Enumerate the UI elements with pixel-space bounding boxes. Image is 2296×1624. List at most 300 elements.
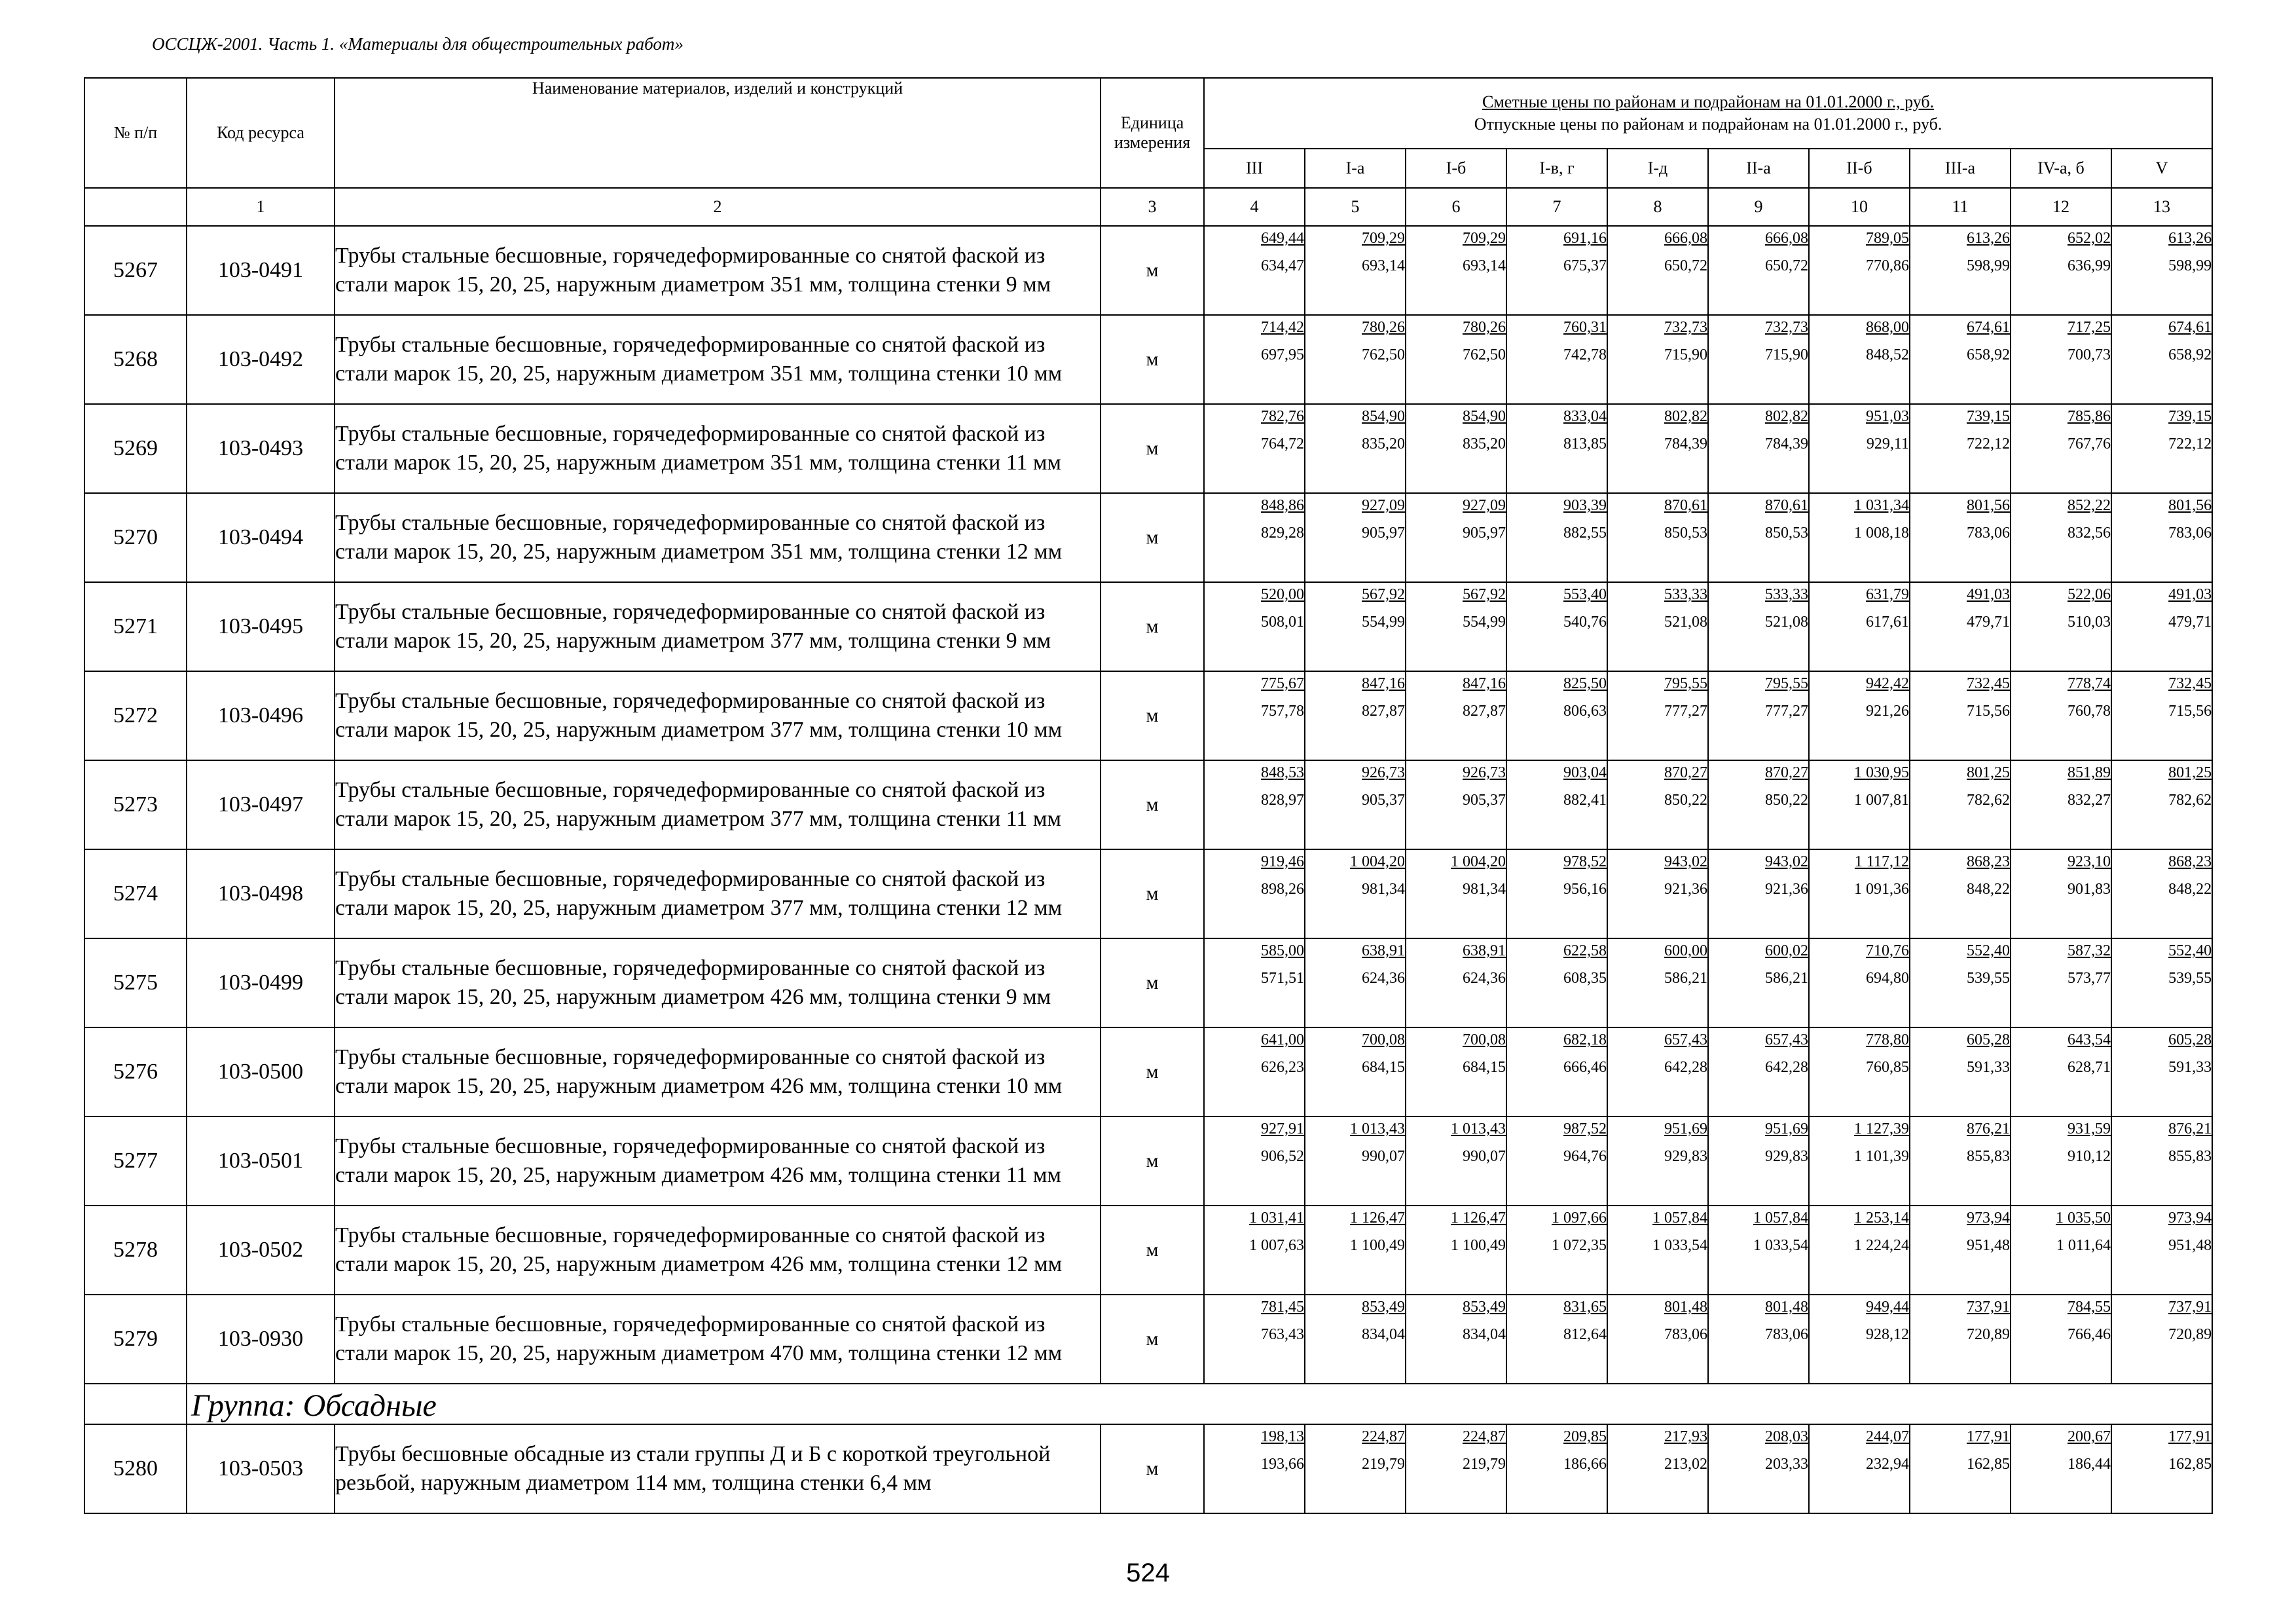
estimate-price: 491,03 — [1967, 586, 2010, 603]
release-price: 694,80 — [1866, 970, 1909, 987]
price-cell — [1305, 938, 1406, 1027]
price-cell — [2011, 226, 2111, 315]
unit: м — [1101, 671, 1204, 760]
release-price: 1 100,49 — [1350, 1237, 1405, 1254]
release-price: 855,83 — [1967, 1148, 2010, 1165]
estimate-price: 1 013,43 — [1451, 1120, 1506, 1137]
col-header-name: Наименование материалов, изделий и конструкций — [335, 78, 1101, 188]
estimate-price: 739,15 — [2168, 408, 2212, 425]
price-cell — [2011, 404, 2111, 493]
release-price: 762,50 — [1463, 346, 1506, 363]
resource-code: 103-0493 — [187, 404, 335, 493]
estimate-price: 605,28 — [2168, 1031, 2212, 1048]
price-cell — [1406, 1116, 1506, 1206]
estimate-price: 785,86 — [2068, 408, 2111, 425]
price-cell — [1305, 849, 1406, 938]
release-price: 666,46 — [1563, 1059, 1607, 1076]
table-row — [84, 404, 2212, 493]
estimate-price: 691,16 — [1563, 230, 1607, 247]
estimate-price: 923,10 — [2068, 853, 2111, 870]
estimate-price: 641,00 — [1261, 1031, 1304, 1048]
unit: м — [1101, 1116, 1204, 1206]
estimate-price: 737,91 — [2168, 1299, 2212, 1316]
table-row — [84, 938, 2212, 1027]
release-price: 539,55 — [2168, 970, 2212, 987]
region-header: III-а — [1910, 149, 2011, 188]
material-name: Трубы стальные бесшовные, горячедеформированные со снятой фаской из стали марок 15, 20, 25, наружным диаметром 377 мм, толщина стенки 10 мм — [335, 671, 1101, 760]
estimate-price: 1 031,41 — [1249, 1209, 1304, 1227]
release-price: 720,89 — [1967, 1326, 2010, 1343]
column-index: 4 — [1204, 188, 1305, 226]
price-cell — [2111, 1116, 2212, 1206]
resource-code: 103-0491 — [187, 226, 335, 315]
estimate-price: 224,87 — [1463, 1428, 1506, 1445]
release-price: 1 033,54 — [1753, 1237, 1808, 1254]
unit: м — [1101, 1424, 1204, 1513]
row-number: 5268 — [84, 315, 187, 404]
material-name: Трубы стальные бесшовные, горячедеформированные со снятой фаской из стали марок 15, 20, 25, наружным диаметром 351 мм, толщина стенки 10 мм — [335, 315, 1101, 404]
estimate-price: 949,44 — [1866, 1299, 1909, 1316]
price-cell — [1809, 938, 1910, 1027]
price-cell — [2111, 226, 2212, 315]
price-cell — [1910, 1027, 2011, 1116]
price-cell — [1809, 671, 1910, 760]
resource-code: 103-0502 — [187, 1206, 335, 1295]
release-price: 186,44 — [2068, 1456, 2111, 1473]
price-cell — [2111, 760, 2212, 849]
row-number: 5276 — [84, 1027, 187, 1116]
price-cell — [1708, 493, 1809, 582]
release-price: 634,47 — [1261, 257, 1304, 274]
release-price: 539,55 — [1967, 970, 2010, 987]
unit: м — [1101, 404, 1204, 493]
release-price: 554,99 — [1362, 614, 1405, 631]
release-price: 624,36 — [1362, 970, 1405, 987]
price-cell — [1910, 1206, 2011, 1295]
price-cell — [1204, 1295, 1305, 1384]
price-table — [84, 77, 2213, 1514]
material-name: Трубы бесшовные обсадные из стали группы Д и Б с короткой треугольной резьбой, наружным диаметром 114 мм, толщина стенки 6,4 мм — [335, 1424, 1101, 1513]
estimate-price: 926,73 — [1463, 764, 1506, 781]
release-price: 827,87 — [1463, 703, 1506, 720]
unit: м — [1101, 582, 1204, 671]
price-cell — [1910, 1295, 2011, 1384]
row-number: 5272 — [84, 671, 187, 760]
release-price: 219,79 — [1463, 1456, 1506, 1473]
estimate-price: 717,25 — [2068, 319, 2111, 336]
release-price: 1 033,54 — [1652, 1237, 1707, 1254]
release-price: 921,36 — [1664, 881, 1707, 898]
price-cell — [1809, 760, 1910, 849]
release-price: 693,14 — [1463, 257, 1506, 274]
estimate-price: 520,00 — [1261, 586, 1304, 603]
release-price: 1 091,36 — [1854, 881, 1909, 898]
material-name: Трубы стальные бесшовные, горячедеформированные со снятой фаской из стали марок 15, 20, 25, наружным диаметром 426 мм, толщина стенки 12 мм — [335, 1206, 1101, 1295]
estimate-price: 778,74 — [2068, 675, 2111, 692]
estimate-price: 781,45 — [1261, 1299, 1304, 1316]
estimate-price: 847,16 — [1463, 675, 1506, 692]
release-price: 720,89 — [2168, 1326, 2212, 1343]
estimate-price: 801,25 — [2168, 764, 2212, 781]
estimate-price: 244,07 — [1866, 1428, 1909, 1445]
material-name: Трубы стальные бесшовные, горячедеформированные со снятой фаской из стали марок 15, 20, 25, наружным диаметром 377 мм, толщина стенки 11 мм — [335, 760, 1101, 849]
estimate-price: 931,59 — [2068, 1120, 2111, 1137]
release-price: 591,33 — [1967, 1059, 2010, 1076]
release-price: 834,04 — [1362, 1326, 1405, 1343]
price-cell — [1305, 760, 1406, 849]
resource-code: 103-0501 — [187, 1116, 335, 1206]
estimate-price: 926,73 — [1362, 764, 1405, 781]
estimate-price: 666,08 — [1765, 230, 1808, 247]
price-cell — [1204, 493, 1305, 582]
release-price: 951,48 — [1967, 1237, 2010, 1254]
price-cell — [1204, 404, 1305, 493]
price-cell — [1305, 404, 1406, 493]
release-price: 1 007,81 — [1854, 792, 1909, 809]
release-price: 905,97 — [1362, 525, 1405, 542]
price-cell — [1406, 938, 1506, 1027]
resource-code: 103-0497 — [187, 760, 335, 849]
estimate-price: 657,43 — [1664, 1031, 1707, 1048]
estimate-price: 870,27 — [1664, 764, 1707, 781]
column-index: 8 — [1607, 188, 1708, 226]
release-price: 700,73 — [2068, 346, 2111, 363]
release-price: 1 100,49 — [1451, 1237, 1506, 1254]
release-price: 598,99 — [1967, 257, 2010, 274]
material-name: Трубы стальные бесшовные, горячедеформированные со снятой фаской из стали марок 15, 20, 25, наружным диаметром 470 мм, толщина стенки 12 мм — [335, 1295, 1101, 1384]
estimate-price: 198,13 — [1261, 1428, 1304, 1445]
estimate-price: 853,49 — [1362, 1299, 1405, 1316]
release-price: 608,35 — [1563, 970, 1607, 987]
price-cell — [1506, 315, 1607, 404]
estimate-price: 868,23 — [1967, 853, 2010, 870]
group-row — [84, 1384, 2212, 1424]
price-cell — [1708, 938, 1809, 1027]
price-cell — [1204, 315, 1305, 404]
price-cell — [1708, 1424, 1809, 1513]
release-price: 586,21 — [1664, 970, 1707, 987]
estimate-price: 868,23 — [2168, 853, 2212, 870]
price-cell — [1910, 849, 2011, 938]
table-row — [84, 1206, 2212, 1295]
price-cell — [1406, 849, 1506, 938]
estimate-price: 919,46 — [1261, 853, 1304, 870]
price-cell — [1305, 1027, 1406, 1116]
release-price: 762,50 — [1362, 346, 1405, 363]
price-cell — [1204, 582, 1305, 671]
price-cell — [1506, 1206, 1607, 1295]
estimate-price: 600,00 — [1664, 942, 1707, 959]
table-row — [84, 493, 2212, 582]
price-cell — [1607, 226, 1708, 315]
release-price: 990,07 — [1362, 1148, 1405, 1165]
estimate-price: 638,91 — [1463, 942, 1506, 959]
region-header: V — [2111, 149, 2212, 188]
release-price: 812,64 — [1563, 1326, 1607, 1343]
unit: м — [1101, 315, 1204, 404]
estimate-price: 847,16 — [1362, 675, 1405, 692]
price-cell — [1204, 1116, 1305, 1206]
price-cell — [1708, 760, 1809, 849]
release-price: 764,72 — [1261, 435, 1304, 452]
release-price: 162,85 — [1967, 1456, 2010, 1473]
price-cell — [2111, 493, 2212, 582]
group-title: Группа: Обсадные — [187, 1384, 2212, 1424]
release-price: 829,28 — [1261, 525, 1304, 542]
release-price: 598,99 — [2168, 257, 2212, 274]
table-row — [84, 1424, 2212, 1513]
release-price: 650,72 — [1664, 257, 1707, 274]
release-price: 508,01 — [1261, 614, 1304, 631]
column-index-row — [84, 188, 2212, 226]
estimate-price: 848,86 — [1261, 497, 1304, 514]
price-cell — [1204, 849, 1305, 938]
price-cell — [1204, 1027, 1305, 1116]
release-price: 929,11 — [1866, 435, 1909, 452]
estimate-price: 870,27 — [1765, 764, 1808, 781]
estimate-price: 622,58 — [1563, 942, 1607, 959]
estimate-price: 533,33 — [1765, 586, 1808, 603]
estimate-price: 552,40 — [2168, 942, 2212, 959]
price-cell — [1910, 582, 2011, 671]
estimate-price: 552,40 — [1967, 942, 2010, 959]
price-cell — [1506, 849, 1607, 938]
resource-code: 103-0503 — [187, 1424, 335, 1513]
price-cell — [1406, 1206, 1506, 1295]
release-price: 213,02 — [1664, 1456, 1707, 1473]
unit: м — [1101, 226, 1204, 315]
estimate-price: 870,61 — [1664, 497, 1707, 514]
price-cell — [1910, 760, 2011, 849]
estimate-price: 732,45 — [1967, 675, 2010, 692]
price-cell — [1406, 1295, 1506, 1384]
release-price: 898,26 — [1261, 881, 1304, 898]
prices-estimate-caption: Сметные цены по районам и подрайонам на 01.01.2000 г., руб. — [1482, 92, 1935, 111]
release-price: 628,71 — [2068, 1059, 2111, 1076]
unit: м — [1101, 1295, 1204, 1384]
release-price: 540,76 — [1563, 614, 1607, 631]
price-cell — [1809, 849, 1910, 938]
estimate-price: 833,04 — [1563, 408, 1607, 425]
release-price: 1 224,24 — [1854, 1237, 1909, 1254]
estimate-price: 674,61 — [1967, 319, 2010, 336]
column-index: 7 — [1506, 188, 1607, 226]
material-name: Трубы стальные бесшовные, горячедеформированные со снятой фаской из стали марок 15, 20, 25, наружным диаметром 351 мм, толщина стенки 12 мм — [335, 493, 1101, 582]
release-price: 783,06 — [1967, 525, 2010, 542]
release-price: 782,62 — [1967, 792, 2010, 809]
estimate-price: 1 253,14 — [1854, 1209, 1909, 1227]
row-number: 5271 — [84, 582, 187, 671]
region-header: I-а — [1305, 149, 1406, 188]
estimate-price: 780,26 — [1362, 319, 1405, 336]
release-price: 722,12 — [2168, 435, 2212, 452]
price-cell — [1406, 1027, 1506, 1116]
price-cell — [1708, 404, 1809, 493]
price-cell — [1406, 760, 1506, 849]
release-price: 1 011,64 — [2056, 1237, 2111, 1254]
price-cell — [2011, 938, 2111, 1027]
price-cell — [1506, 1027, 1607, 1116]
estimate-price: 1 127,39 — [1854, 1120, 1909, 1137]
release-price: 813,85 — [1563, 435, 1607, 452]
estimate-price: 853,49 — [1463, 1299, 1506, 1316]
estimate-price: 682,18 — [1563, 1031, 1607, 1048]
release-price: 1 072,35 — [1552, 1237, 1607, 1254]
release-price: 783,06 — [1664, 1326, 1707, 1343]
price-cell — [2011, 582, 2111, 671]
release-price: 981,34 — [1362, 881, 1405, 898]
col-header-num: № п/п — [84, 78, 187, 188]
column-index: 12 — [2011, 188, 2111, 226]
price-cell — [1406, 582, 1506, 671]
estimate-price: 657,43 — [1765, 1031, 1808, 1048]
material-name: Трубы стальные бесшовные, горячедеформированные со снятой фаской из стали марок 15, 20, 25, наружным диаметром 426 мм, толщина стенки 11 мм — [335, 1116, 1101, 1206]
estimate-price: 801,25 — [1967, 764, 2010, 781]
material-name: Трубы стальные бесшовные, горячедеформированные со снятой фаской из стали марок 15, 20, 25, наружным диаметром 351 мм, толщина стенки 11 мм — [335, 404, 1101, 493]
price-cell — [2011, 1027, 2111, 1116]
resource-code: 103-0495 — [187, 582, 335, 671]
resource-code: 103-0499 — [187, 938, 335, 1027]
release-price: 571,51 — [1261, 970, 1304, 987]
estimate-price: 613,26 — [1967, 230, 2010, 247]
price-cell — [1607, 1295, 1708, 1384]
estimate-price: 714,42 — [1261, 319, 1304, 336]
unit: м — [1101, 1206, 1204, 1295]
release-price: 910,12 — [2068, 1148, 2111, 1165]
release-price: 193,66 — [1261, 1456, 1304, 1473]
price-cell — [2011, 760, 2111, 849]
estimate-price: 217,93 — [1664, 1428, 1707, 1445]
release-price: 693,14 — [1362, 257, 1405, 274]
price-cell — [1809, 1027, 1910, 1116]
estimate-price: 1 031,34 — [1854, 497, 1909, 514]
estimate-price: 1 004,20 — [1350, 853, 1405, 870]
row-number: 5277 — [84, 1116, 187, 1206]
price-cell — [1305, 1424, 1406, 1513]
price-cell — [2111, 849, 2212, 938]
column-index: 1 — [187, 188, 335, 226]
region-header: IV-а, б — [2011, 149, 2111, 188]
estimate-price: 927,09 — [1362, 497, 1405, 514]
row-number: 5274 — [84, 849, 187, 938]
estimate-price: 780,26 — [1463, 319, 1506, 336]
estimate-price: 951,69 — [1765, 1120, 1808, 1137]
estimate-price: 1 117,12 — [1854, 853, 1909, 870]
table-row — [84, 760, 2212, 849]
page-number: 524 — [1126, 1559, 1170, 1587]
release-price: 832,56 — [2068, 525, 2111, 542]
release-price: 715,56 — [2168, 703, 2212, 720]
release-price: 763,43 — [1261, 1326, 1304, 1343]
table-row — [84, 226, 2212, 315]
price-cell — [1607, 404, 1708, 493]
price-cell — [1910, 404, 2011, 493]
release-price: 715,90 — [1664, 346, 1707, 363]
release-price: 951,48 — [2168, 1237, 2212, 1254]
estimate-price: 760,31 — [1563, 319, 1607, 336]
release-price: 835,20 — [1362, 435, 1405, 452]
estimate-price: 927,91 — [1261, 1120, 1304, 1137]
price-cell — [1506, 493, 1607, 582]
estimate-price: 649,44 — [1261, 230, 1304, 247]
price-cell — [1809, 1206, 1910, 1295]
release-price: 905,37 — [1463, 792, 1506, 809]
release-price: 479,71 — [2168, 614, 2212, 631]
price-cell — [1607, 1206, 1708, 1295]
release-price: 767,76 — [2068, 435, 2111, 452]
estimate-price: 795,55 — [1664, 675, 1707, 692]
price-cell — [2111, 1295, 2212, 1384]
release-price: 675,37 — [1563, 257, 1607, 274]
estimate-price: 177,91 — [1967, 1428, 2010, 1445]
estimate-price: 801,56 — [2168, 497, 2212, 514]
material-name: Трубы стальные бесшовные, горячедеформированные со снятой фаской из стали марок 15, 20, 25, наружным диаметром 351 мм, толщина стенки 9 мм — [335, 226, 1101, 315]
price-cell — [1607, 938, 1708, 1027]
price-cell — [1708, 1206, 1809, 1295]
estimate-price: 710,76 — [1866, 942, 1909, 959]
price-cell — [1809, 226, 1910, 315]
price-cell — [1204, 760, 1305, 849]
row-number: 5269 — [84, 404, 187, 493]
release-price: 901,83 — [2068, 881, 2111, 898]
table-row — [84, 1295, 2212, 1384]
estimate-price: 903,39 — [1563, 497, 1607, 514]
price-cell — [2111, 1206, 2212, 1295]
estimate-price: 700,08 — [1463, 1031, 1506, 1048]
release-price: 905,37 — [1362, 792, 1405, 809]
estimate-price: 732,73 — [1765, 319, 1808, 336]
price-cell — [1607, 671, 1708, 760]
price-cell — [1506, 938, 1607, 1027]
price-cell — [2011, 493, 2111, 582]
price-cell — [1204, 1206, 1305, 1295]
estimate-price: 533,33 — [1664, 586, 1707, 603]
price-cell — [1607, 582, 1708, 671]
estimate-price: 605,28 — [1967, 1031, 2010, 1048]
estimate-price: 876,21 — [2168, 1120, 2212, 1137]
estimate-price: 801,56 — [1967, 497, 2010, 514]
price-cell — [1910, 226, 2011, 315]
release-price: 766,46 — [2068, 1326, 2111, 1343]
price-cell — [1910, 315, 2011, 404]
estimate-price: 852,22 — [2068, 497, 2111, 514]
price-cell — [1305, 582, 1406, 671]
estimate-price: 1 013,43 — [1350, 1120, 1405, 1137]
estimate-price: 876,21 — [1967, 1120, 2010, 1137]
estimate-price: 801,48 — [1664, 1299, 1707, 1316]
estimate-price: 600,02 — [1765, 942, 1808, 959]
release-price: 715,56 — [1967, 703, 2010, 720]
release-price: 777,27 — [1765, 703, 1808, 720]
estimate-price: 1 004,20 — [1451, 853, 1506, 870]
material-name: Трубы стальные бесшовные, горячедеформированные со снятой фаской из стали марок 15, 20, 25, наружным диаметром 426 мм, толщина стенки 10 мм — [335, 1027, 1101, 1116]
release-price: 906,52 — [1261, 1148, 1304, 1165]
release-price: 848,22 — [1967, 881, 2010, 898]
col-header-unit: Единица измерения — [1101, 78, 1204, 188]
price-cell — [1708, 1027, 1809, 1116]
release-price: 650,72 — [1765, 257, 1808, 274]
resource-code: 103-0496 — [187, 671, 335, 760]
release-price: 658,92 — [1967, 346, 2010, 363]
column-index: 10 — [1809, 188, 1910, 226]
release-price: 697,95 — [1261, 346, 1304, 363]
price-cell — [1506, 671, 1607, 760]
price-cell — [1607, 1116, 1708, 1206]
release-price: 850,53 — [1765, 525, 1808, 542]
release-price: 521,08 — [1664, 614, 1707, 631]
release-price: 232,94 — [1866, 1456, 1909, 1473]
release-price: 783,06 — [1765, 1326, 1808, 1343]
